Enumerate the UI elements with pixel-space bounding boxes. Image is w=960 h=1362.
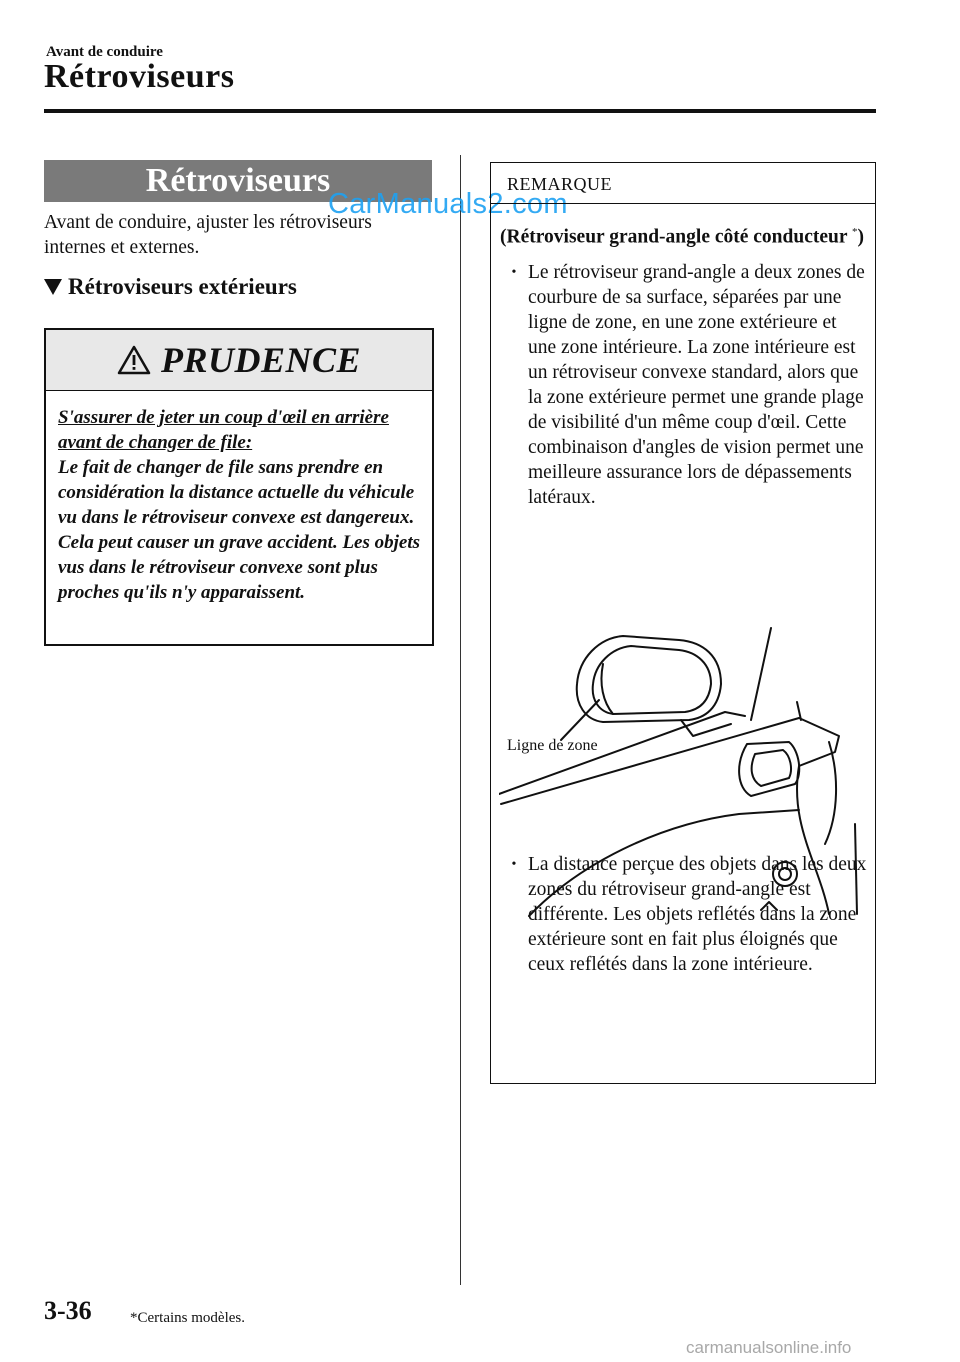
watermark: CarManuals2.com [328, 188, 568, 220]
column-divider [460, 155, 461, 1285]
note-box [490, 162, 876, 1084]
bullet-text-1: Le rétroviseur grand-angle a deux zones de courbure de sa surface, séparées par une ligne de zone, en une zone extérieure et une zone intérieure. La zone intérieure est un rétroviseur convexe standard, alors que la zone extérieure permet une grande plage de visibilité d'un même coup d'œil. Cette combinaison d'angles de vision permet une meilleure assurance lors de dépassements latéraux. [528, 261, 865, 508]
caution-title: PRUDENCE [160, 340, 362, 380]
subheading [44, 274, 297, 300]
bullet-text-2: La distance perçue des objets dans les deux zones du rétroviseur grand-angle est différente. Les objets reflétés dans la zone extérieure sont en fait plus éloignés que ceux reflétés dans la zone intérieure. [528, 853, 867, 975]
footnote-mark: * [852, 226, 858, 238]
caution-underlined: S'assurer de jeter un coup d'œil en arrière avant de changer de file: [58, 407, 389, 453]
note-subtitle: (Rétroviseur grand-angle côté conducteur *) [500, 226, 865, 248]
page-title: Rétroviseurs [44, 58, 235, 95]
section-banner: Rétroviseurs [44, 160, 432, 202]
intro-paragraph: Avant de conduire, ajuster les rétroviseurs internes et externes. [44, 212, 372, 258]
caution-body [46, 391, 432, 605]
list-item [500, 260, 869, 510]
triangle-bullet-icon [44, 279, 62, 295]
footnote: *Certains modèles. [130, 1310, 245, 1326]
page-number: 3-36 [44, 1296, 92, 1325]
mirror-illustration [499, 624, 867, 920]
caution-text: Le fait de changer de file sans prendre en considération la distance actuelle du véhicule vu dans le rétroviseur convexe est dangereux. Cela peut causer un grave accident. Les objets vus dans le rétroviseur convexe sont plus proches qu'ils n'y apparaissent. [58, 457, 421, 603]
note-header: REMARQUE [491, 163, 875, 204]
subheading-text: Rétroviseurs extérieurs [68, 274, 297, 299]
caution-header [46, 330, 432, 391]
figure-label: Ligne de zone [507, 737, 598, 754]
warning-triangle-icon [117, 345, 151, 375]
bullet-icon: • [511, 856, 517, 872]
header-rule [44, 109, 876, 113]
chapter-label: Avant de conduire [46, 44, 163, 60]
bullet-icon: • [511, 264, 517, 280]
site-watermark: carmanualsonline.info [686, 1338, 852, 1357]
caution-box [44, 328, 434, 646]
